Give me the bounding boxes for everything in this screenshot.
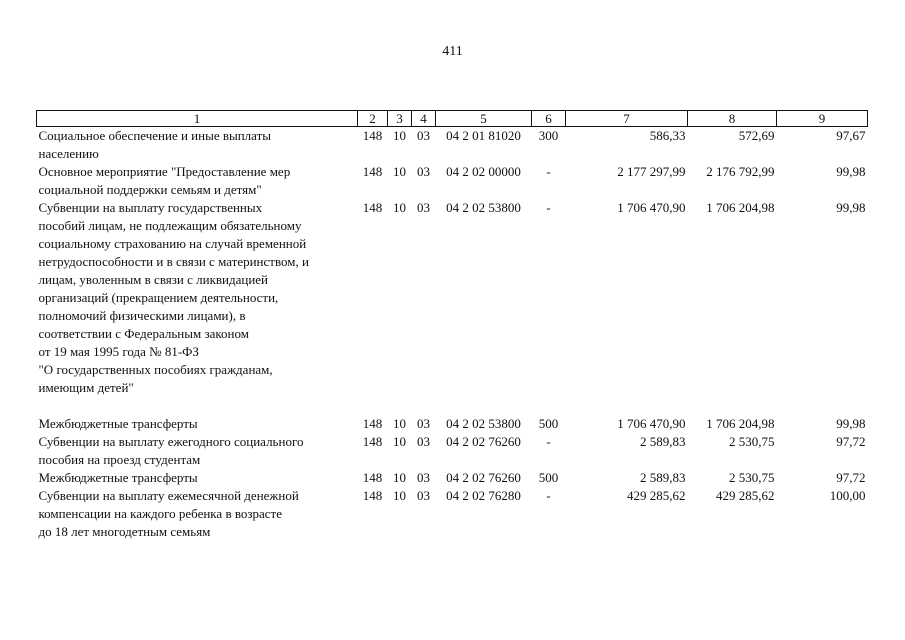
- cell-planned: 1 706 470,90: [617, 416, 686, 431]
- cell-executed: 2 530,75: [729, 470, 775, 485]
- cell-admin-code: 148: [362, 488, 383, 503]
- cell-percent: 97,67: [836, 128, 866, 143]
- description-line: до 18 лет многодетным семьям: [38, 524, 211, 539]
- table-row: [37, 415, 868, 433]
- column-header: 1: [37, 111, 358, 127]
- cell-admin-code: 148: [362, 416, 383, 431]
- description-line: Субвенции на выплату государственных: [38, 200, 263, 215]
- cell-target-article: 04 2 02 76260: [446, 470, 521, 485]
- cell-planned: 2 589,83: [640, 434, 686, 449]
- cell-target-article: 04 2 02 53800: [446, 200, 521, 215]
- table-row: [37, 433, 868, 469]
- cell-planned: 586,33: [649, 128, 686, 143]
- description-line: имеющим детей": [38, 380, 134, 395]
- cell-target-article: 04 2 02 53800: [446, 416, 521, 431]
- column-header: 2: [358, 111, 388, 127]
- table-row: [37, 163, 868, 199]
- description-line: нетрудоспособности и в связи с материнством, и: [38, 254, 309, 269]
- page-number: 411: [442, 44, 463, 59]
- description-line: полномочий физическими лицами), в: [38, 308, 246, 323]
- description-line: пособия на проезд студентам: [38, 452, 201, 467]
- row-description: [37, 163, 358, 199]
- description-line: Субвенции на выплату ежегодного социального: [38, 434, 304, 449]
- description-line: "О государственных пособиях гражданам,: [38, 362, 273, 377]
- cell-planned: 2 589,83: [640, 470, 686, 485]
- table-row: [37, 487, 868, 541]
- description-line: Межбюджетные трансферты: [38, 416, 198, 431]
- cell-expense-type: -: [546, 434, 551, 449]
- description-line: социальному страхованию на случай временной: [38, 236, 307, 251]
- table-row: [37, 199, 868, 415]
- cell-admin-code: 148: [362, 164, 383, 179]
- cell-expense-type: -: [546, 200, 551, 215]
- cell-expense-type: -: [546, 164, 551, 179]
- row-description: [37, 199, 358, 415]
- column-header: 3: [388, 111, 412, 127]
- cell-planned: 1 706 470,90: [617, 200, 686, 215]
- column-header: 6: [532, 111, 566, 127]
- cell-percent: 99,98: [836, 416, 866, 431]
- cell-admin-code: 148: [362, 470, 383, 485]
- cell-executed: 2 530,75: [729, 434, 775, 449]
- description-line: Социальное обеспечение и иные выплаты: [38, 128, 272, 143]
- cell-expense-type: 500: [538, 416, 559, 431]
- budget-table: [36, 110, 868, 541]
- description-line: населению: [38, 146, 99, 161]
- description-line: соответствии с Федеральным законом: [38, 326, 249, 341]
- description-line: компенсации на каждого ребенка в возрасте: [38, 506, 283, 521]
- table-row: [37, 127, 868, 164]
- cell-subsection: 03: [417, 488, 430, 503]
- cell-percent: 100,00: [829, 488, 866, 503]
- cell-executed: 1 706 204,98: [706, 200, 775, 215]
- column-header: 4: [412, 111, 436, 127]
- cell-subsection: 03: [417, 200, 430, 215]
- cell-subsection: 03: [417, 470, 430, 485]
- column-header: 8: [688, 111, 777, 127]
- header-row: [37, 111, 868, 127]
- row-description: [37, 487, 358, 541]
- column-header: 9: [777, 111, 868, 127]
- cell-section: 10: [393, 488, 406, 503]
- row-description: [37, 433, 358, 469]
- cell-section: 10: [393, 434, 406, 449]
- cell-percent: 99,98: [836, 200, 866, 215]
- column-header: 5: [436, 111, 532, 127]
- cell-percent: 99,98: [836, 164, 866, 179]
- cell-percent: 97,72: [836, 470, 866, 485]
- cell-target-article: 04 2 02 00000: [446, 164, 521, 179]
- cell-subsection: 03: [417, 164, 430, 179]
- cell-planned: 2 177 297,99: [617, 164, 686, 179]
- cell-subsection: 03: [417, 128, 430, 143]
- cell-admin-code: 148: [362, 128, 383, 143]
- cell-section: 10: [393, 416, 406, 431]
- description-line: социальной поддержки семьям и детям": [38, 182, 262, 197]
- cell-expense-type: 300: [538, 128, 559, 143]
- cell-expense-type: 500: [538, 470, 559, 485]
- cell-executed: 429 285,62: [716, 488, 775, 503]
- cell-target-article: 04 2 02 76260: [446, 434, 521, 449]
- row-description: [37, 415, 358, 433]
- cell-admin-code: 148: [362, 434, 383, 449]
- description-line: Межбюджетные трансферты: [38, 470, 198, 485]
- cell-subsection: 03: [417, 434, 430, 449]
- row-description: [37, 127, 358, 164]
- description-line: Субвенции на выплату ежемесячной денежной: [38, 488, 299, 503]
- cell-target-article: 04 2 02 76280: [446, 488, 521, 503]
- cell-section: 10: [393, 128, 406, 143]
- cell-subsection: 03: [417, 416, 430, 431]
- description-line: организаций (прекращением деятельности,: [38, 290, 279, 305]
- cell-executed: 572,69: [738, 128, 775, 143]
- cell-percent: 97,72: [836, 434, 866, 449]
- cell-expense-type: -: [546, 488, 551, 503]
- description-line: Основное мероприятие "Предоставление мер: [38, 164, 291, 179]
- table-row: [37, 469, 868, 487]
- cell-section: 10: [393, 200, 406, 215]
- cell-admin-code: 148: [362, 200, 383, 215]
- cell-planned: 429 285,62: [627, 488, 686, 503]
- cell-executed: 1 706 204,98: [706, 416, 775, 431]
- description-line: от 19 мая 1995 года № 81-ФЗ: [38, 344, 199, 359]
- cell-section: 10: [393, 470, 406, 485]
- cell-executed: 2 176 792,99: [706, 164, 775, 179]
- description-line: лицам, уволенным в связи с ликвидацией: [38, 272, 269, 287]
- cell-section: 10: [393, 164, 406, 179]
- row-description: [37, 469, 358, 487]
- column-header: 7: [566, 111, 688, 127]
- description-line: пособий лицам, не подлежащим обязательному: [38, 218, 302, 233]
- cell-target-article: 04 2 01 81020: [446, 128, 521, 143]
